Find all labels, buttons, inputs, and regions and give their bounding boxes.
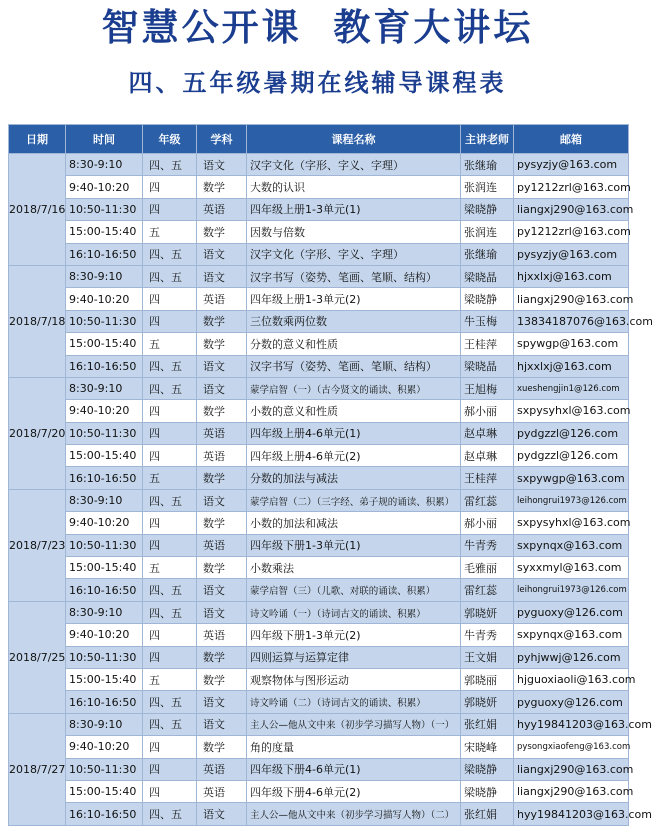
- table-row: [9, 243, 629, 265]
- subject-cell: 数学: [197, 668, 247, 690]
- email-cell: py1212zrl@163.com: [514, 221, 629, 243]
- teacher-cell: 牛玉梅: [461, 310, 514, 332]
- time-cell: 15:00-15:40: [66, 221, 143, 243]
- email-cell: sxpysyhxl@163.com: [514, 512, 629, 534]
- time-cell: 10:50-11:30: [66, 534, 143, 556]
- grade-cell: 四、五: [143, 803, 197, 825]
- course-cell: 四年级上册1-3单元(2): [247, 288, 461, 310]
- table-row: [9, 333, 629, 355]
- course-cell: 蒙学启智（二）（三字经、弟子规的诵读、积累）: [247, 489, 461, 511]
- course-cell: 观察物体与图形运动: [247, 668, 461, 690]
- time-cell: 10:50-11:30: [66, 422, 143, 444]
- grade-cell: 四: [143, 422, 197, 444]
- email-cell: pysyzjy@163.com: [514, 243, 629, 265]
- email-cell: pysyzjy@163.com: [514, 154, 629, 176]
- subject-cell: 数学: [197, 557, 247, 579]
- table-row: [9, 758, 629, 780]
- email-cell: pysongxiaofeng@163.com: [514, 736, 629, 758]
- course-cell: 主人公—他从文中来（初步学习描写人物）（二）: [247, 803, 461, 825]
- table-row: [9, 713, 629, 735]
- email-cell: pydgzzl@126.com: [514, 445, 629, 467]
- time-cell: 16:10-16:50: [66, 579, 143, 601]
- subject-cell: 英语: [197, 780, 247, 802]
- table-row: [9, 198, 629, 220]
- grade-cell: 四: [143, 198, 197, 220]
- teacher-cell: 赵卓琳: [461, 445, 514, 467]
- table-row: [9, 154, 629, 176]
- course-cell: 因数与倍数: [247, 221, 461, 243]
- subject-cell: 语文: [197, 579, 247, 601]
- course-cell: 角的度量: [247, 736, 461, 758]
- time-cell: 16:10-16:50: [66, 467, 143, 489]
- subject-cell: 数学: [197, 221, 247, 243]
- grade-cell: 五: [143, 333, 197, 355]
- course-cell: 分数的加法与减法: [247, 467, 461, 489]
- grade-cell: 五: [143, 467, 197, 489]
- grade-cell: 四: [143, 512, 197, 534]
- grade-cell: 四、五: [143, 265, 197, 287]
- course-cell: 三位数乘两位数: [247, 310, 461, 332]
- time-cell: 10:50-11:30: [66, 758, 143, 780]
- teacher-cell: 雷红蕊: [461, 579, 514, 601]
- table-row: [9, 668, 629, 690]
- teacher-cell: 宋晓峰: [461, 736, 514, 758]
- subtitle: 四、五年级暑期在线辅导课程表: [128, 69, 507, 97]
- email-cell: sxpynqx@163.com: [514, 534, 629, 556]
- time-cell: 16:10-16:50: [66, 355, 143, 377]
- email-cell: hyy19841203@163.com: [514, 803, 629, 825]
- table-row: [9, 445, 629, 467]
- course-cell: 小数的加法和减法: [247, 512, 461, 534]
- table-row: [9, 736, 629, 758]
- email-cell: liangxj290@163.com: [514, 780, 629, 802]
- course-cell: 主人公—他从文中来（初步学习描写人物）（一）: [247, 713, 461, 735]
- date-cell: 2018/7/18: [9, 265, 66, 377]
- teacher-cell: 郝小丽: [461, 512, 514, 534]
- subject-cell: 语文: [197, 691, 247, 713]
- subject-cell: 数学: [197, 333, 247, 355]
- main-title: 智慧公开课 教育大讲坛: [101, 6, 534, 49]
- subject-cell: 语文: [197, 154, 247, 176]
- grade-cell: 四: [143, 624, 197, 646]
- grade-cell: 四: [143, 288, 197, 310]
- email-cell: sxpynqx@163.com: [514, 624, 629, 646]
- teacher-cell: 张继瑜: [461, 243, 514, 265]
- table-row: [9, 691, 629, 713]
- subject-cell: 数学: [197, 310, 247, 332]
- date-cell: 2018/7/23: [9, 489, 66, 601]
- subject-cell: 英语: [197, 534, 247, 556]
- time-cell: 8:30-9:10: [66, 601, 143, 623]
- teacher-cell: 梁晓静: [461, 758, 514, 780]
- grade-cell: 五: [143, 221, 197, 243]
- course-cell: 汉字文化（字形、字义、字理）: [247, 154, 461, 176]
- time-cell: 10:50-11:30: [66, 198, 143, 220]
- table-header-row: [9, 125, 629, 154]
- time-cell: 16:10-16:50: [66, 691, 143, 713]
- grade-cell: 四: [143, 534, 197, 556]
- time-cell: 8:30-9:10: [66, 489, 143, 511]
- teacher-cell: 郝小丽: [461, 400, 514, 422]
- table-row: [9, 377, 629, 399]
- time-cell: 9:40-10:20: [66, 176, 143, 198]
- subject-cell: 数学: [197, 512, 247, 534]
- email-cell: liangxj290@163.com: [514, 758, 629, 780]
- email-cell: hjxxlxj@163.com: [514, 265, 629, 287]
- subject-cell: 语文: [197, 601, 247, 623]
- subject-cell: 英语: [197, 758, 247, 780]
- course-cell: 四年级上册4-6单元(2): [247, 445, 461, 467]
- teacher-cell: 张红娟: [461, 713, 514, 735]
- email-cell: leihongrui1973@126.com: [514, 489, 629, 511]
- table-row: [9, 310, 629, 332]
- course-cell: 汉字文化（字形、字义、字理）: [247, 243, 461, 265]
- teacher-cell: 张继瑜: [461, 154, 514, 176]
- teacher-cell: 雷红蕊: [461, 489, 514, 511]
- course-cell: 蒙学启智（一）（古今贤文的诵读、积累）: [247, 377, 461, 399]
- time-cell: 8:30-9:10: [66, 713, 143, 735]
- grade-cell: 四、五: [143, 243, 197, 265]
- teacher-cell: 王桂萍: [461, 333, 514, 355]
- table-row: [9, 646, 629, 668]
- column-header-grade: 年级: [143, 125, 197, 154]
- grade-cell: 五: [143, 668, 197, 690]
- table-row: [9, 221, 629, 243]
- subject-cell: 语文: [197, 377, 247, 399]
- column-header-time: 时间: [66, 125, 143, 154]
- grade-cell: 四: [143, 400, 197, 422]
- teacher-cell: 王桂萍: [461, 467, 514, 489]
- teacher-cell: 梁晓晶: [461, 265, 514, 287]
- table-row: [9, 512, 629, 534]
- date-cell: 2018/7/25: [9, 601, 66, 713]
- email-cell: pyhjwwj@126.com: [514, 646, 629, 668]
- column-header-subject: 学科: [197, 125, 247, 154]
- course-cell: 分数的意义和性质: [247, 333, 461, 355]
- subject-cell: 语文: [197, 713, 247, 735]
- time-cell: 10:50-11:30: [66, 310, 143, 332]
- subject-cell: 数学: [197, 736, 247, 758]
- course-cell: 小数的意义和性质: [247, 400, 461, 422]
- grade-cell: 四、五: [143, 601, 197, 623]
- subject-cell: 语文: [197, 489, 247, 511]
- date-cell: 2018/7/20: [9, 377, 66, 489]
- email-cell: pyguoxy@126.com: [514, 601, 629, 623]
- subject-cell: 语文: [197, 265, 247, 287]
- email-cell: xueshengjin1@126.com: [514, 377, 629, 399]
- teacher-cell: 梁晓静: [461, 780, 514, 802]
- subject-cell: 英语: [197, 422, 247, 444]
- time-cell: 15:00-15:40: [66, 445, 143, 467]
- course-cell: 四年级下册1-3单元(2): [247, 624, 461, 646]
- column-header-date: 日期: [9, 125, 66, 154]
- date-cell: 2018/7/16: [9, 154, 66, 266]
- time-cell: 15:00-15:40: [66, 668, 143, 690]
- subject-cell: 英语: [197, 198, 247, 220]
- course-cell: 汉字书写（姿势、笔画、笔顺、结构）: [247, 355, 461, 377]
- grade-cell: 四、五: [143, 691, 197, 713]
- teacher-cell: 王旭梅: [461, 377, 514, 399]
- email-cell: pydgzzl@126.com: [514, 422, 629, 444]
- email-cell: hjxxlxj@163.com: [514, 355, 629, 377]
- email-cell: liangxj290@163.com: [514, 198, 629, 220]
- grade-cell: 五: [143, 557, 197, 579]
- time-cell: 15:00-15:40: [66, 557, 143, 579]
- grade-cell: 四、五: [143, 713, 197, 735]
- table-row: [9, 176, 629, 198]
- course-cell: 四年级下册1-3单元(1): [247, 534, 461, 556]
- email-cell: hyy19841203@163.com: [514, 713, 629, 735]
- subject-cell: 数学: [197, 467, 247, 489]
- grade-cell: 四、五: [143, 154, 197, 176]
- grade-cell: 四: [143, 780, 197, 802]
- table-row: [9, 467, 629, 489]
- subject-cell: 英语: [197, 445, 247, 467]
- teacher-cell: 王文娟: [461, 646, 514, 668]
- course-cell: 四则运算与运算定律: [247, 646, 461, 668]
- table-row: [9, 489, 629, 511]
- time-cell: 8:30-9:10: [66, 265, 143, 287]
- grade-cell: 四、五: [143, 579, 197, 601]
- teacher-cell: 郭晓丽: [461, 668, 514, 690]
- time-cell: 8:30-9:10: [66, 154, 143, 176]
- email-cell: syxxmyl@163.com: [514, 557, 629, 579]
- email-cell: py1212zrl@163.com: [514, 176, 629, 198]
- time-cell: 9:40-10:20: [66, 512, 143, 534]
- time-cell: 8:30-9:10: [66, 377, 143, 399]
- column-header-course: 课程名称: [247, 125, 461, 154]
- teacher-cell: 牛青秀: [461, 624, 514, 646]
- subject-cell: 语文: [197, 243, 247, 265]
- subject-cell: 数学: [197, 400, 247, 422]
- time-cell: 9:40-10:20: [66, 736, 143, 758]
- subject-cell: 英语: [197, 288, 247, 310]
- table-row: [9, 780, 629, 802]
- course-cell: 四年级上册4-6单元(1): [247, 422, 461, 444]
- teacher-cell: 梁晓静: [461, 198, 514, 220]
- table-row: [9, 579, 629, 601]
- table-body: [9, 154, 653, 826]
- course-cell: 蒙学启智（三）（儿歌、对联的诵读、积累）: [247, 579, 461, 601]
- table-row: [9, 288, 629, 310]
- grade-cell: 四、五: [143, 355, 197, 377]
- grade-cell: 四: [143, 758, 197, 780]
- teacher-cell: 梁晓静: [461, 288, 514, 310]
- teacher-cell: 郭晓妍: [461, 601, 514, 623]
- email-cell: sxpysyhxl@163.com: [514, 400, 629, 422]
- subject-cell: 语文: [197, 355, 247, 377]
- email-cell: hjguoxiaoli@163.com: [514, 668, 629, 690]
- grade-cell: 四: [143, 310, 197, 332]
- email-cell: 13834187076@163.com: [514, 310, 629, 332]
- schedule-table: [8, 124, 653, 826]
- time-cell: 10:50-11:30: [66, 646, 143, 668]
- email-cell: liangxj290@163.com: [514, 288, 629, 310]
- course-cell: 四年级下册4-6单元(1): [247, 758, 461, 780]
- subject-cell: 数学: [197, 646, 247, 668]
- table-row: [9, 624, 629, 646]
- time-cell: 15:00-15:40: [66, 780, 143, 802]
- subject-cell: 英语: [197, 624, 247, 646]
- email-cell: sxpywgp@163.com: [514, 467, 629, 489]
- column-header-email: 邮箱: [514, 125, 629, 154]
- table-row: [9, 265, 629, 287]
- time-cell: 9:40-10:20: [66, 400, 143, 422]
- course-cell: 大数的认识: [247, 176, 461, 198]
- table-row: [9, 400, 629, 422]
- course-cell: 诗文吟诵（二）（诗词古文的诵读、积累）: [247, 691, 461, 713]
- time-cell: 16:10-16:50: [66, 243, 143, 265]
- teacher-cell: 张润连: [461, 221, 514, 243]
- grade-cell: 四: [143, 445, 197, 467]
- grade-cell: 四: [143, 646, 197, 668]
- time-cell: 15:00-15:40: [66, 333, 143, 355]
- course-cell: 四年级上册1-3单元(1): [247, 198, 461, 220]
- email-cell: pyguoxy@126.com: [514, 691, 629, 713]
- teacher-cell: 毛雅丽: [461, 557, 514, 579]
- table-row: [9, 355, 629, 377]
- teacher-cell: 梁晓晶: [461, 355, 514, 377]
- course-cell: 诗文吟诵（一）（诗词古文的诵读、积累）: [247, 601, 461, 623]
- time-cell: 9:40-10:20: [66, 288, 143, 310]
- grade-cell: 四、五: [143, 377, 197, 399]
- table-row: [9, 422, 629, 444]
- date-cell: 2018/7/27: [9, 713, 66, 825]
- table-row: [9, 557, 629, 579]
- column-header-teacher: 主讲老师: [461, 125, 514, 154]
- table-row: [9, 534, 629, 556]
- teacher-cell: 张润连: [461, 176, 514, 198]
- grade-cell: 四: [143, 176, 197, 198]
- time-cell: 16:10-16:50: [66, 803, 143, 825]
- course-cell: 四年级下册4-6单元(2): [247, 780, 461, 802]
- teacher-cell: 牛青秀: [461, 534, 514, 556]
- teacher-cell: 赵卓琳: [461, 422, 514, 444]
- subject-cell: 语文: [197, 803, 247, 825]
- teacher-cell: 张红娟: [461, 803, 514, 825]
- teacher-cell: 郭晓妍: [461, 691, 514, 713]
- grade-cell: 四: [143, 736, 197, 758]
- grade-cell: 四、五: [143, 489, 197, 511]
- table-row: [9, 601, 629, 623]
- email-cell: spywgp@163.com: [514, 333, 629, 355]
- course-cell: 小数乘法: [247, 557, 461, 579]
- course-cell: 汉字书写（姿势、笔画、笔顺、结构）: [247, 265, 461, 287]
- email-cell: leihongrui1973@126.com: [514, 579, 629, 601]
- time-cell: 9:40-10:20: [66, 624, 143, 646]
- table-row: [9, 803, 629, 825]
- subject-cell: 数学: [197, 176, 247, 198]
